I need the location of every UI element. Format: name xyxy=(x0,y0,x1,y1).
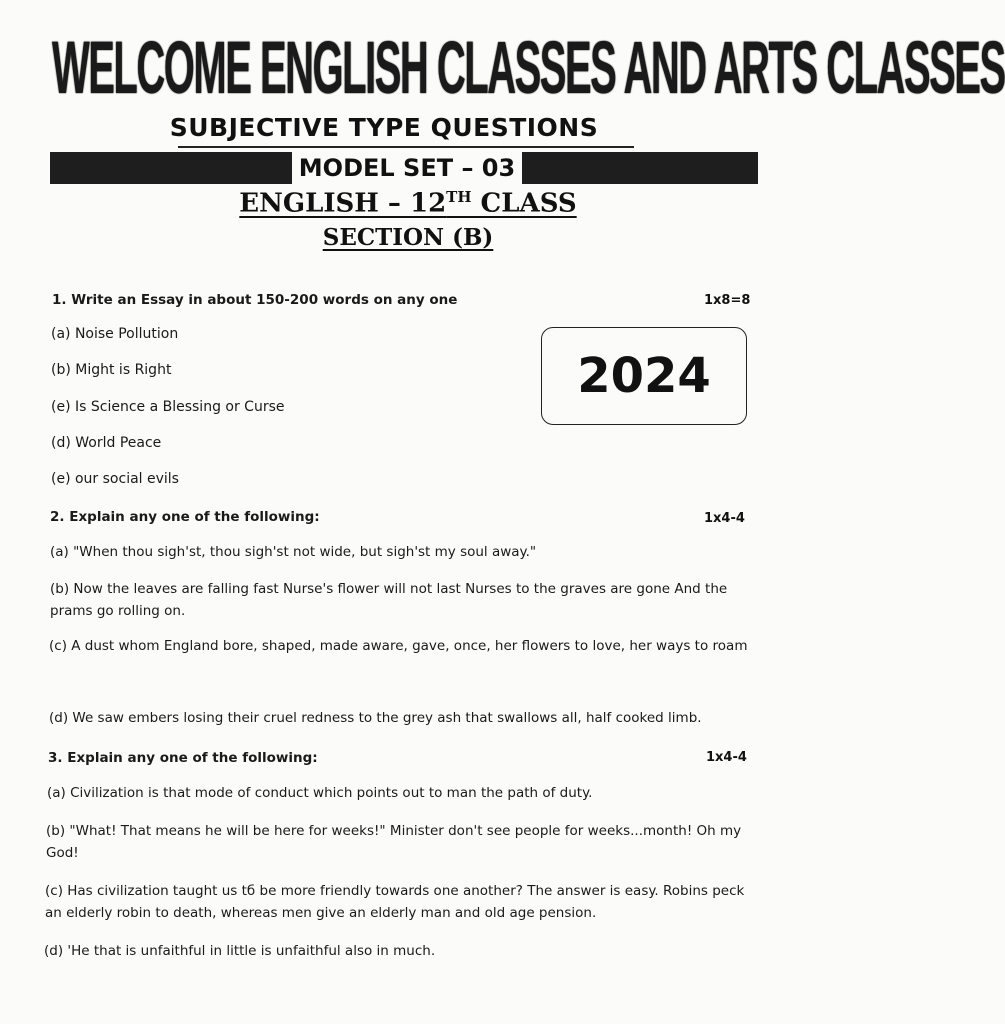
q1-option: (e) our social evils xyxy=(51,471,179,487)
q3-option: (c) Has civilization taught us tб be more friendly towards one another? The answer is easy. Robins peck an elderly robin to death, whereas men give an elderly man and old age pension. xyxy=(45,883,745,921)
q3-prompt: 3. Explain any one of the following: xyxy=(48,750,318,766)
class-title xyxy=(0,188,816,219)
q2-marks: 1x4-4 xyxy=(704,511,745,526)
q2-option: (c) A dust whom England bore, shaped, made aware, gave, once, her flowers to love, her ways to roam xyxy=(49,638,748,654)
q1-prompt: 1. Write an Essay in about 150-200 words on any one xyxy=(52,292,458,308)
institute-title: WELCOME ENGLISH CLASSES AND ARTS CLASSES xyxy=(52,28,1005,110)
q1-option: (d) World Peace xyxy=(51,435,162,451)
subtitle-underline xyxy=(178,146,634,148)
q3-option: (d) 'He that is unfaithful in little is unfaithful also in much. xyxy=(44,943,436,959)
q1-option: (b) Might is Right xyxy=(51,362,172,378)
q3-marks: 1x4-4 xyxy=(706,750,747,765)
q2-option: (a) "When thou sigh'st, thou sigh'st not wide, but sigh'st my soul away." xyxy=(50,544,537,560)
page-subtitle: SUBJECTIVE TYPE QUESTIONS xyxy=(169,113,599,142)
model-set-label: MODEL SET – 03 xyxy=(292,150,522,186)
q3-option: (a) Civilization is that mode of conduct which points out to man the path of duty. xyxy=(47,785,593,801)
class-title-prefix: ENGLISH – 12 xyxy=(239,188,447,219)
q3-option: (b) "What! That means he will be here for weeks!" Minister don't see people for weeks...month! Oh my God! xyxy=(46,823,742,861)
q2-option: (b) Now the leaves are falling fast Nurse's flower will not last Nurses to the graves are gone And the prams go rolling on. xyxy=(50,581,728,619)
section-title: SECTION (B) xyxy=(322,224,494,251)
class-title-suffix: CLASS xyxy=(471,188,577,219)
q2-prompt: 2. Explain any one of the following: xyxy=(50,509,320,525)
class-title-sup: TH xyxy=(446,188,472,206)
q2-option: (d) We saw embers losing their cruel redness to the grey ash that swallows all, half cooked limb. xyxy=(49,710,702,726)
q1-option: (e) Is Science a Blessing or Curse xyxy=(51,399,285,415)
q1-marks: 1x8=8 xyxy=(704,293,751,308)
q1-option: (a) Noise Pollution xyxy=(51,326,179,342)
year-badge: 2024 xyxy=(541,327,747,425)
